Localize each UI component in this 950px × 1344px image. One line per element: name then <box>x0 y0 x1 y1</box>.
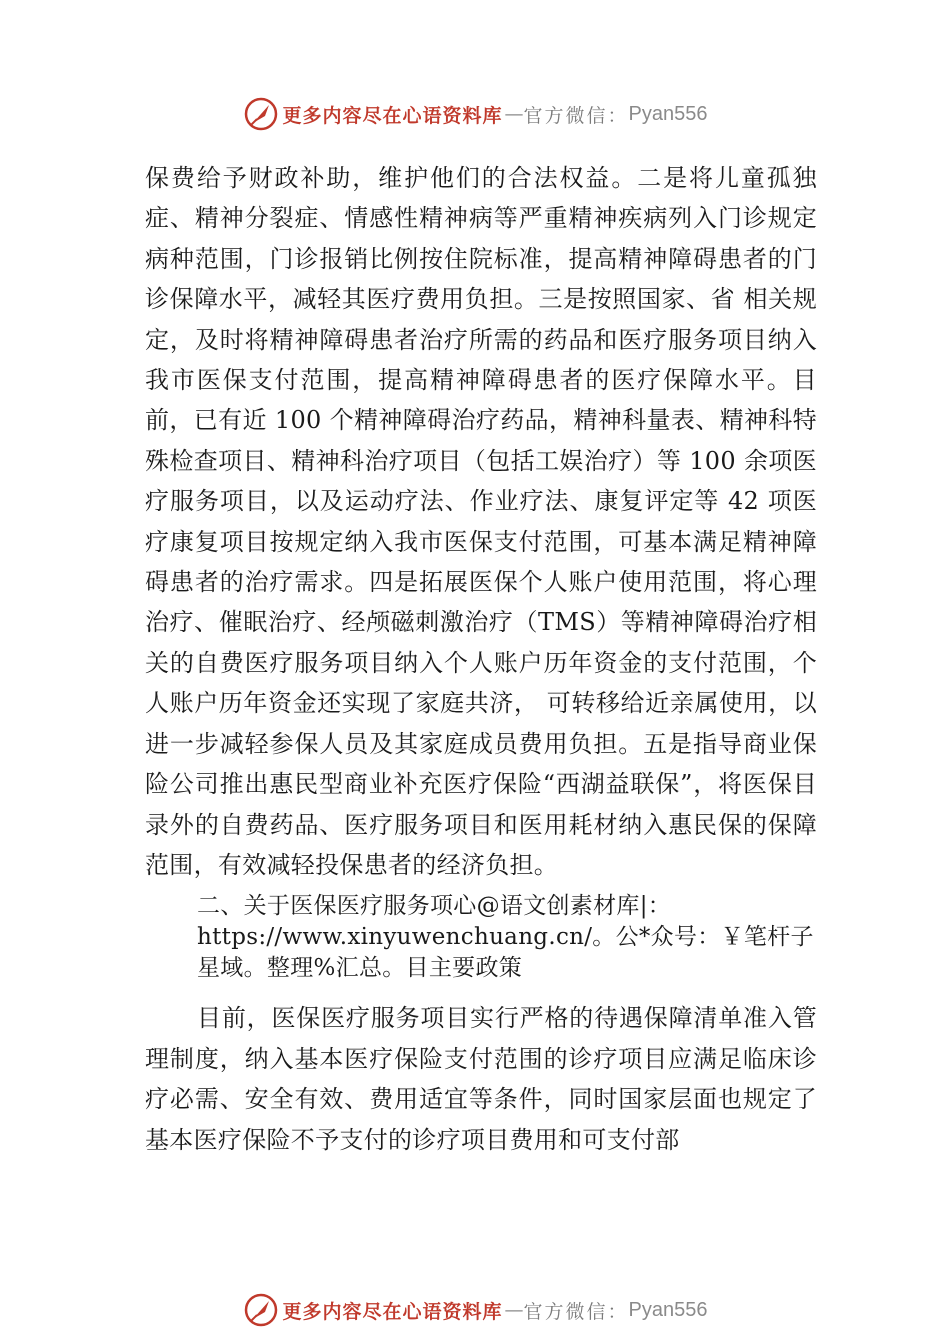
watermark-dash: — <box>504 103 522 125</box>
watermark-label: 官方微信： <box>523 104 629 127</box>
watermark-banner-top <box>0 94 950 134</box>
section-heading: 二、关于医保医疗服务项心@语文创素材库|：https://www.xinyuwenchuang.cn/。公*众号：￥笔杆子星域。整理%汇总。目主要政策 <box>197 893 814 982</box>
body-paragraph: 保费给予财政补助，维护他们的合法权益。二是将儿童孤独症、精神分裂症、情感性精神病等严重精神疾病列入门诊规定病种范围，门诊报销比例按住院标准，提高精神障碍患者的门诊保障水平，减轻其医疗费用负担。三是按照国家、省 相关规定，及时将精神障碍患者治疗所需的药品和医疗服务项目纳入我市医保支付范围，提高精神障碍患者的医疗保障水平。目前，已有近 100 个精神障碍治疗药品，精神科量表、精神科特殊检查项目、精神科治疗项目（包括工娱治疗）等 100 余项医疗服务项目，以及运动疗法、作业疗法、康复评定等 42 项医疗康复项目按规定纳入我市医保支付范围，可基本满足精神障碍患者的治疗需求。四是拓展医保个人账户使用范围，将心理治疗、催眠治疗、经颅磁刺激治疗（TMS）等精神障碍治疗相关的自费医疗服务项目纳入个人账户历年资金的支付范围，个人账户历年资金还实现了家庭共济， 可转移给近亲属使用，以进一步减轻参保人员及其家庭成员费用负担。五是指导商业保险公司推出惠民型商业补充医疗保险“西湖益联保”，将医保目录外的自费药品、医疗服务项目和医用耗材纳入惠民保的保障范围，有效减轻投保患者的经济负担。 <box>145 164 817 879</box>
watermark-account: Pyan556 <box>628 1298 708 1321</box>
quill-logo-icon <box>243 1292 279 1328</box>
watermark-account: Pyan556 <box>628 102 708 125</box>
watermark-brand: 更多内容尽在心语资料库 <box>282 1300 503 1323</box>
quill-logo-icon <box>243 96 279 132</box>
watermark-label: 官方微信： <box>523 1300 629 1323</box>
body-paragraph: 目前，医保医疗服务项目实行严格的待遇保障清单准入管理制度，纳入基本医疗保险支付范围的诊疗项目应满足临床诊疗必需、安全有效、费用适宜等条件，同时国家层面也规定了基本医疗保险不予支付的诊疗项目费用和可支付部 <box>145 1004 817 1154</box>
watermark-banner-bottom <box>0 1290 950 1330</box>
watermark-brand: 更多内容尽在心语资料库 <box>282 104 503 127</box>
document-body <box>145 158 817 1160</box>
watermark-dash: — <box>504 1299 522 1321</box>
